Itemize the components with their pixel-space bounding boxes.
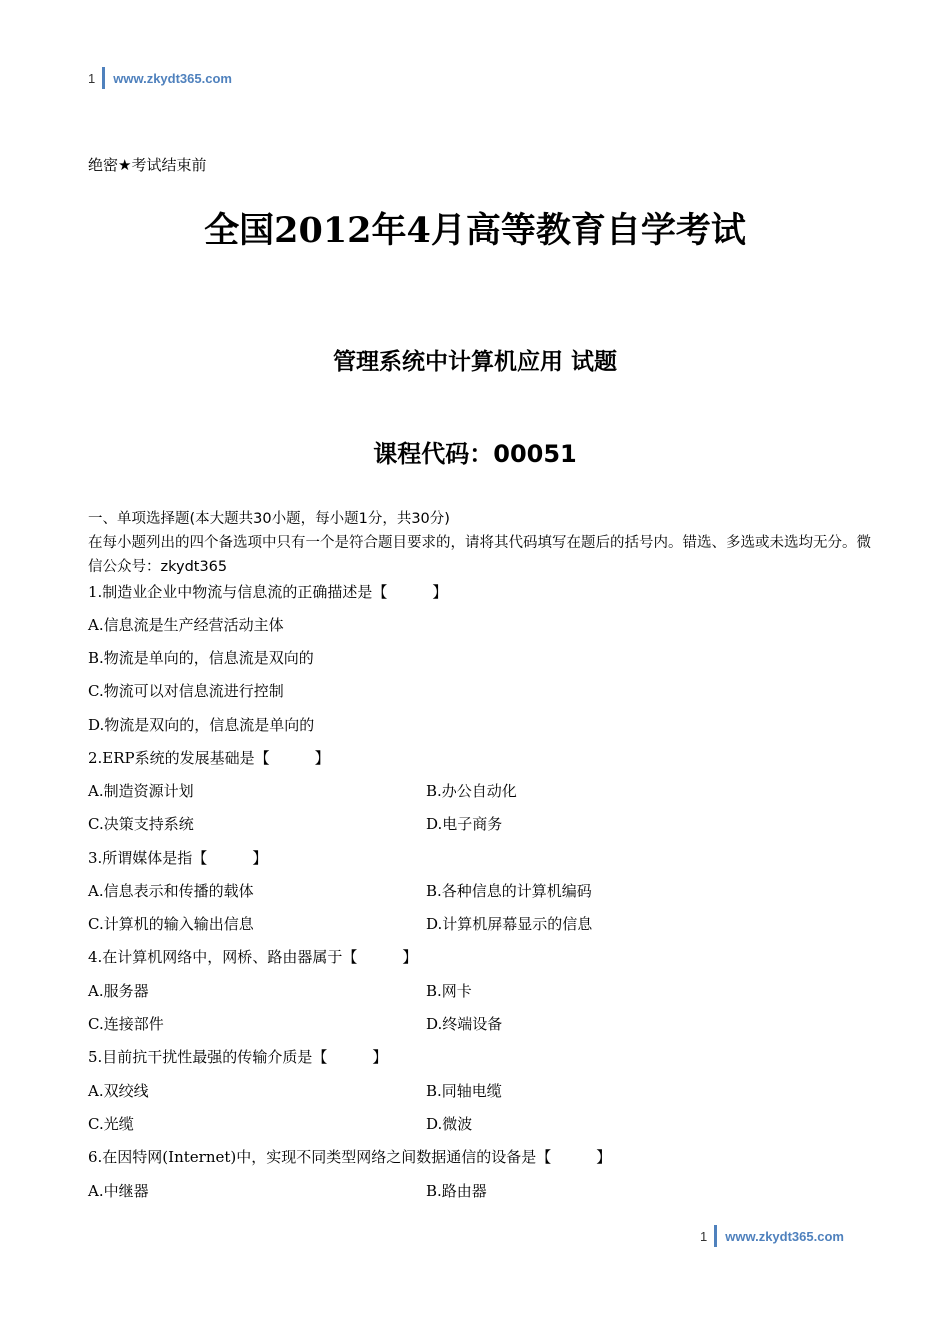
footer-page-number: 1 — [700, 1228, 708, 1244]
footer-site-link[interactable]: www.zkydt365.com — [725, 1228, 844, 1244]
header-page-number: 1 — [88, 70, 96, 86]
question-6-option-b: B.路由器 — [426, 1182, 487, 1200]
header-divider — [102, 67, 105, 89]
exam-subtitle: 管理系统中计算机应用 试题 — [332, 349, 617, 375]
question-5-option-a: A.双绞线 — [88, 1082, 149, 1100]
question-1-option-c: C.物流可以对信息流进行控制 — [88, 682, 284, 700]
question-3-option-d: D.计算机屏幕显示的信息 — [426, 915, 593, 933]
course-code: 课程代码：00051 — [373, 440, 577, 468]
header-site-link[interactable]: www.zkydt365.com — [113, 70, 232, 86]
question-1-stem: 1.制造业企业中物流与信息流的正确描述是【 】 — [88, 583, 448, 601]
question-5-option-d: D.微波 — [426, 1115, 473, 1133]
section-heading: 一、单项选择题(本大题共30小题，每小题1分，共30分) — [88, 511, 450, 527]
instructions: 在每小题列出的四个备选项中只有一个是符合题目要求的，请将其代码填写在题后的括号内。错选、多选或未选均无分。微信公众号：zkydt365 — [88, 535, 871, 575]
question-5-stem: 5.目前抗干扰性最强的传输介质是【 】 — [88, 1048, 388, 1066]
question-3-option-c: C.计算机的输入输出信息 — [88, 915, 254, 933]
page-title: 全国2012年4月高等教育自学考试 — [204, 210, 746, 251]
question-3-option-a: A.信息表示和传播的载体 — [88, 882, 254, 900]
question-4-stem: 4.在计算机网络中，网桥、路由器属于【 】 — [88, 948, 418, 966]
question-2-option-a: A.制造资源计划 — [88, 782, 194, 800]
question-5-option-c: C.光缆 — [88, 1115, 134, 1133]
question-3-stem: 3.所谓媒体是指【 】 — [88, 849, 268, 867]
question-1-option-d: D.物流是双向的，信息流是单向的 — [88, 716, 315, 734]
page-header — [88, 67, 232, 89]
question-6-option-a: A.中继器 — [88, 1182, 149, 1200]
question-4-option-b: B.网卡 — [426, 982, 472, 1000]
question-2-option-d: D.电子商务 — [426, 815, 503, 833]
footer-divider — [714, 1225, 717, 1247]
question-2-option-c: C.决策支持系统 — [88, 815, 194, 833]
question-1-option-a: A.信息流是生产经营活动主体 — [88, 616, 284, 634]
question-6-stem: 6.在因特网(Internet)中，实现不同类型网络之间数据通信的设备是【 】 — [88, 1148, 612, 1166]
question-1-option-b: B.物流是单向的，信息流是双向的 — [88, 649, 314, 667]
page-footer — [700, 1225, 844, 1247]
confidential-label: 绝密★考试结束前 — [88, 156, 207, 174]
question-4-option-c: C.连接部件 — [88, 1015, 164, 1033]
question-2-option-b: B.办公自动化 — [426, 782, 517, 800]
question-4-option-a: A.服务器 — [88, 982, 149, 1000]
question-4-option-d: D.终端设备 — [426, 1015, 503, 1033]
question-5-option-b: B.同轴电缆 — [426, 1082, 502, 1100]
question-3-option-b: B.各种信息的计算机编码 — [426, 882, 592, 900]
question-2-stem: 2.ERP系统的发展基础是【 】 — [88, 749, 330, 767]
